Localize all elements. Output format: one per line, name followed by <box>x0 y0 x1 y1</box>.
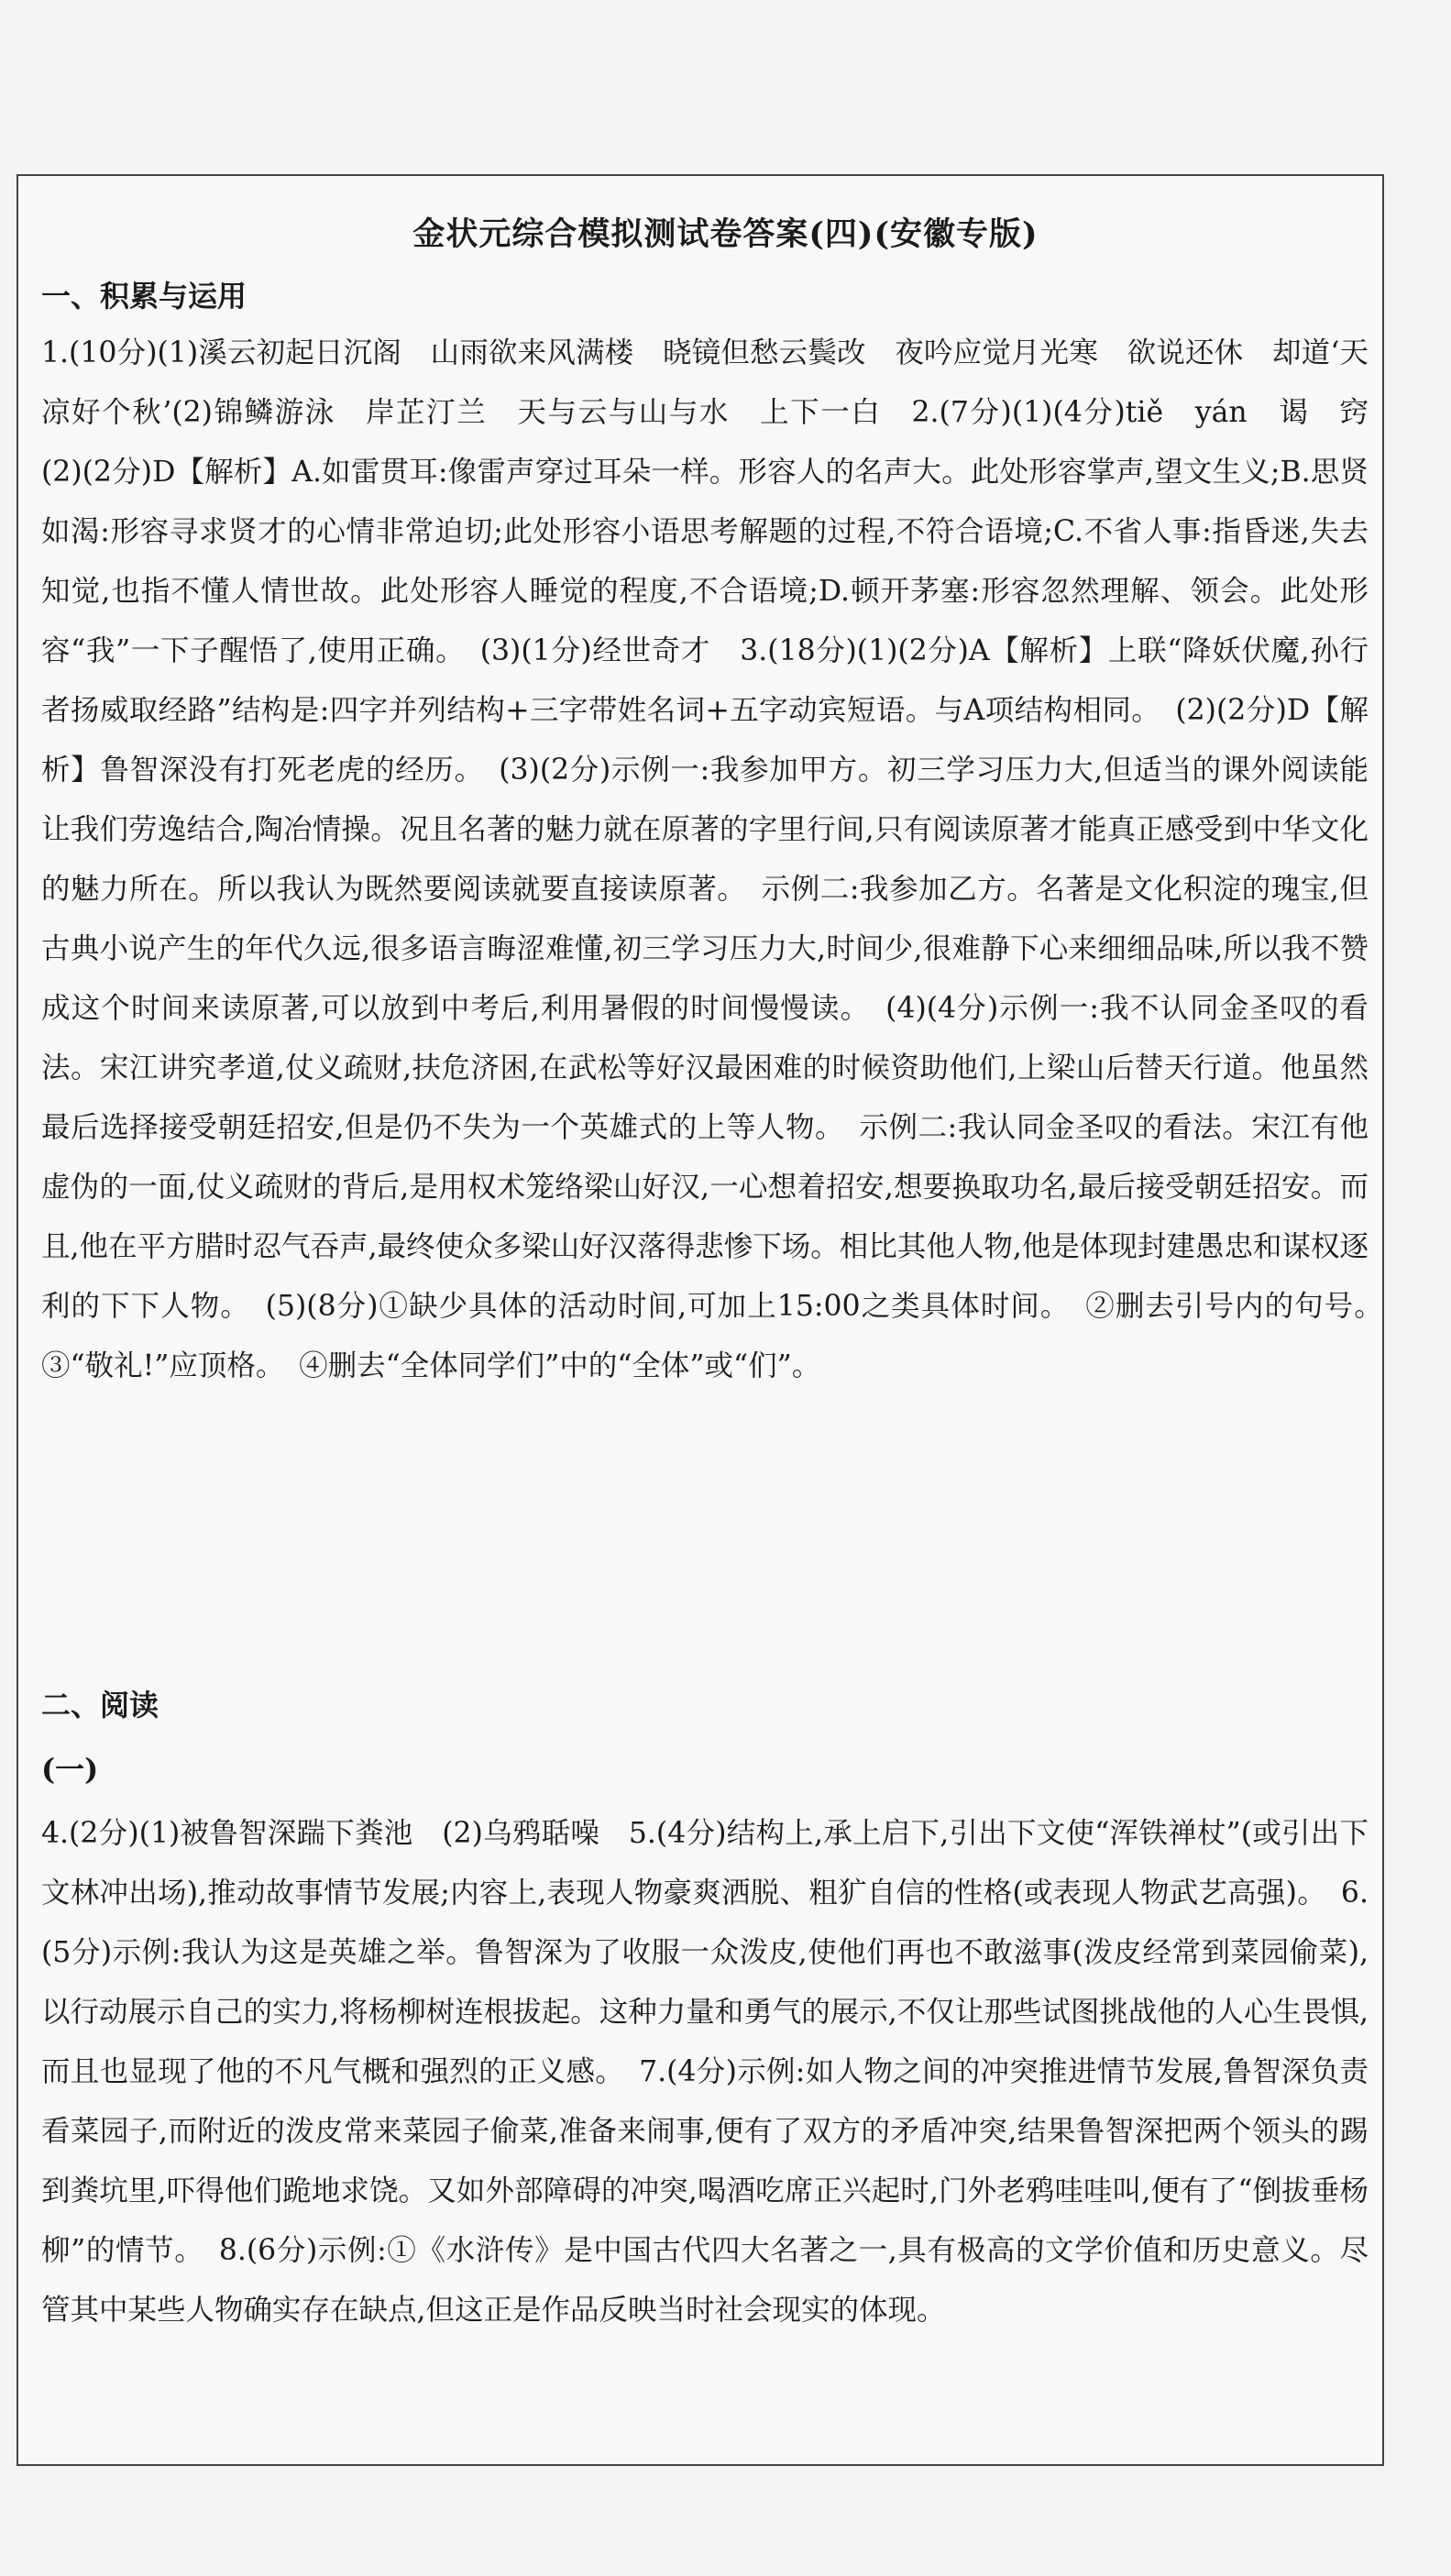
section2-text: 4.(2分)(1)被鲁智深踹下粪池 (2)乌鸦聒噪 5.(4分)结构上,承上启下,引出下文使“浑铁禅杖”(或引出下文林冲出场),推动故事情节发展;内容上,表现人物豪爽洒脱、粗犷自信的性格(或表现人物武艺高强)。 6.(5分)示例:我认为这是英雄之举。鲁智深为了收服一众泼皮,使他们再也不敢滋事(泼皮经常到菜园偷菜),以行动展示自己的实力,将杨柳树连根拔起。这种力量和勇气的展示,不仅让那些试图挑战他的人心生畏惧,而且也显现了他的不凡气概和强烈的正义感。 7.(4分)示例:如人物之间的冲突推进情节发展,鲁智深负责看菜园子,而附近的泼皮常来菜园子偷菜,准备来闹事,便有了双方的矛盾冲突,结果鲁智深把两个领头的踢到粪坑里,吓得他们跪地求饶。又如外部障碍的冲突,喝酒吃席正兴起时,门外老鸦哇哇叫,便有了“倒拔垂杨柳”的情节。 8.(6分)示例:①《水浒传》是中国古代四大名著之一,具有极高的文学价值和历史意义。尽管其中某些人物确实存在缺点,但这正是作品反映当时社会现实的体现。 <box>41 1817 1369 2327</box>
document-title: 金状元综合模拟测试卷答案(四)(安徽专版) <box>412 215 1039 253</box>
section2-answers <box>41 1804 1369 2340</box>
section-heading-accumulation: 一、积累与运用 <box>41 279 247 314</box>
subsection-heading-one: (一) <box>41 1752 99 1787</box>
section1-answers <box>41 324 1398 1396</box>
section1-text: 1.(10分)(1)溪云初起日沉阁 山雨欲来风满楼 晓镜但愁云鬓改 夜吟应觉月光寒 欲说还休 却道‘天凉好个秋’(2)锦鳞游泳 岸芷汀兰 天与云与山与水 上下一白 2.(7分)(1)(4分)tiě yán 谒 窍 (2)(2分)D【解析】A.如雷贯耳:像雷声穿过耳朵一样。形容人的名声大。此处形容掌声,望文生义;B.思贤如渴:形容寻求贤才的心情非常迫切;此处形容小语思考解题的过程,不符合语境;C.不省人事:指昏迷,失去知觉,也指不懂人情世故。此处形容人睡觉的程度,不合语境;D.顿开茅塞:形容忽然理解、领会。此处形容“我”一下子醒悟了,使用正确。 (3)(1分)经世奇才 3.(18分)(1)(2分)A【解析】上联“降妖伏魔,孙行者扬威取经路”结构是:四字并列结构+三字带姓名词+五字动宾短语。与A项结构相同。 (2)(2分)D【解析】鲁智深没有打死老虎的经历。 (3)(2分)示例一:我参加甲方。初三学习压力大,但适当的课外阅读能让我们劳逸结合,陶冶情操。况且名著的魅力就在原著的字里行间,只有阅读原著才能真正感受到中华文化的魅力所在。所以我认为既然要阅读就要直接读原著。 示例二:我参加乙方。名著是文化积淀的瑰宝,但古典小说产生的年代久远,很多语言晦涩难懂,初三学习压力大,时间少,很难静下心来细细品味,所以我不赞成这个时间来读原著,可以放到中考后,利用暑假的时间慢慢读。 (4)(4分)示例一:我不认同金圣叹的看法。宋江讲究孝道,仗义疏财,扶危济困,在武松等好汉最困难的时候资助他们,上梁山后替天行道。他虽然最后选择接受朝廷招安,但是仍不失为一个英雄式的上等人物。 示例二:我认同金圣叹的看法。宋江有他虚伪的一面,仗义疏财的背后,是用权术笼络梁山好汉,一心想着招安,想要换取功名,最后接受朝廷招安。而且,他在平方腊时忍气吞声,最终使众多梁山好汉落得悲惨下场。相比其他人物,他是体现封建愚忠和谋权逐利的下下人物。 (5)(8分)①缺少具体的活动时间,可加上15:00之类具体时间。 ②删去引号内的句号。 ③“敬礼!”应顶格。 ④删去“全体同学们”中的“全体”或“们”。 <box>41 336 1398 1382</box>
section-heading-reading: 二、阅读 <box>41 1688 159 1723</box>
